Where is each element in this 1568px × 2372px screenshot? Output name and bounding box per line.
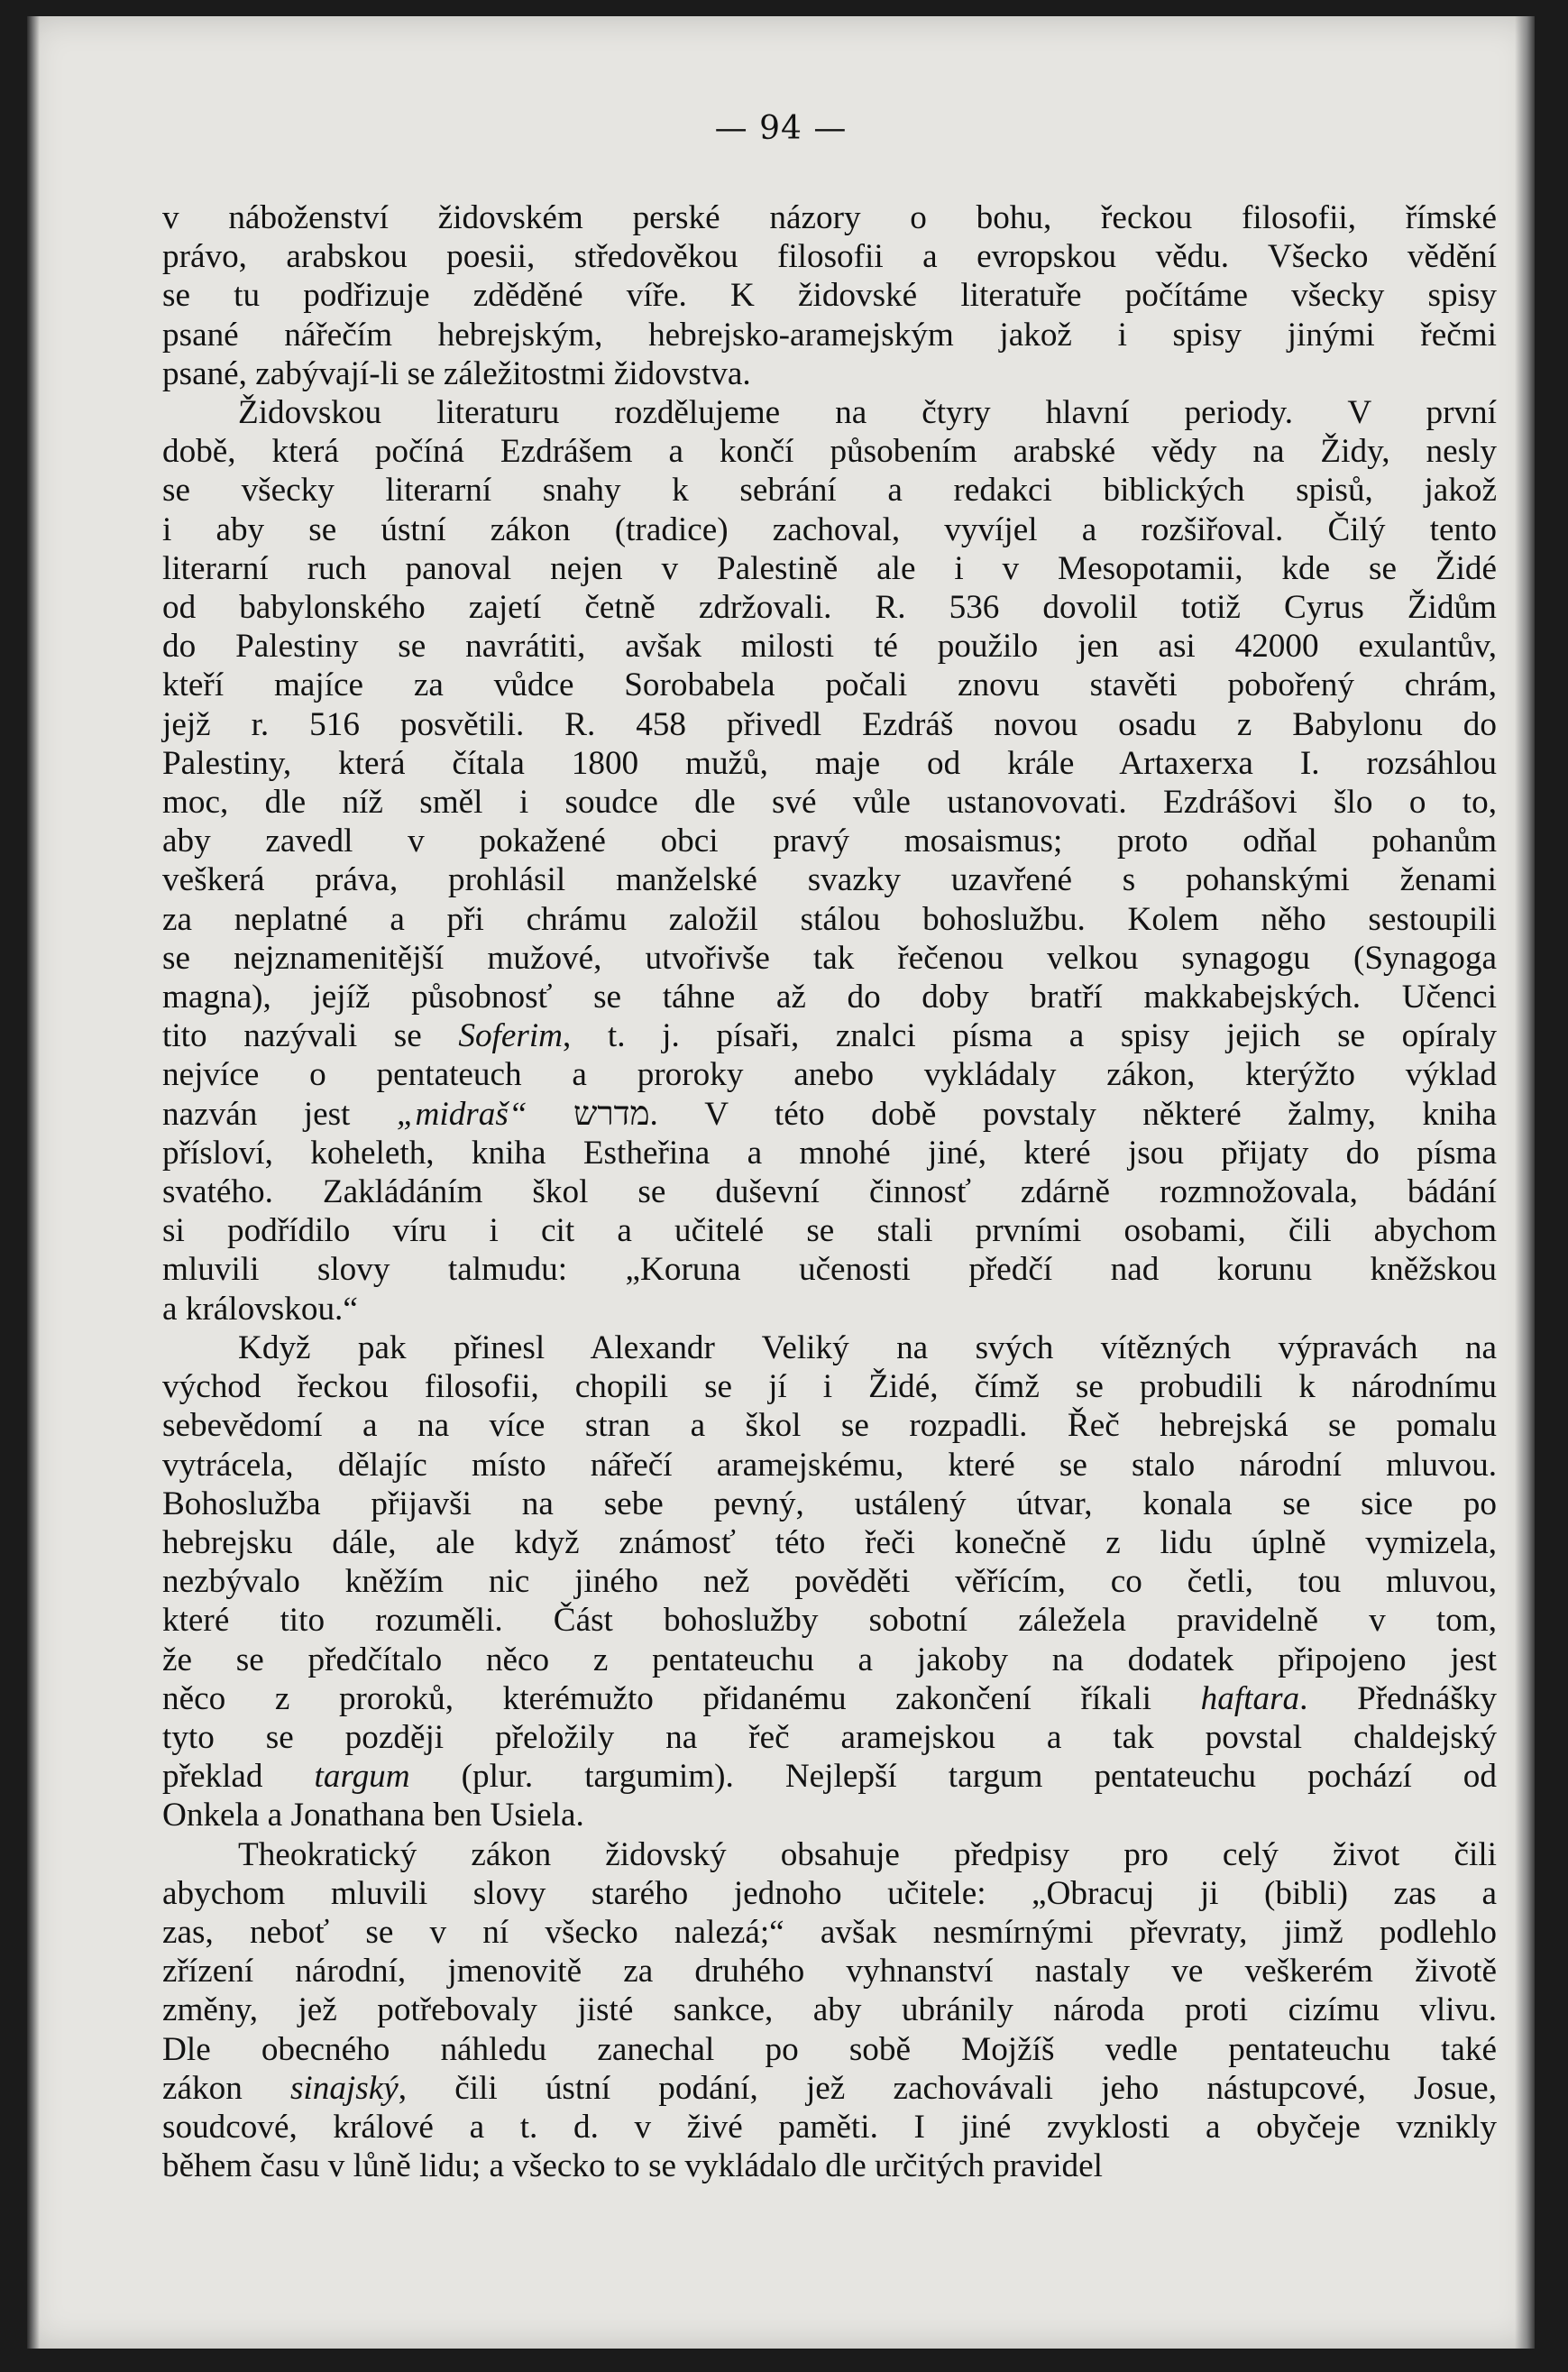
italic-term: targum (314, 1758, 410, 1796)
text-line: překlad targum (plur. targumim). Nejlepší targum pentateuchu pochází od (162, 1758, 1497, 1796)
text-line: Theokratický zákon židovský obsahuje předpisy pro celý život čili (238, 1835, 1497, 1873)
italic-term: sinajský (289, 2069, 399, 2107)
paragraph (162, 1329, 1497, 1835)
text-line: přísloví, koheleth, kniha Estheřina a mnohé jiné, které jsou přijaty do písma (162, 1134, 1497, 1172)
text-line: Když pak přinesl Alexandr Veliký na svých vítězných výpravách na (238, 1329, 1497, 1366)
text-line: nejvíce o pentateuch a proroky anebo vykládaly zákon, kterýžto výklad (162, 1056, 1497, 1094)
text-line: právo, arabskou poesii, středověkou filosofii a evropskou vědu. Všecko vědění (162, 238, 1497, 276)
italic-term: haftara (1200, 1679, 1300, 1717)
text-line: jejž r. 516 posvětili. R. 458 přivedl Ezdráš novou osadu z Babylonu do (162, 705, 1497, 743)
body-text (162, 198, 1497, 2185)
text-line: magna), jejíž působnosť se táhne až do doby bratří makkabejských. Učenci (162, 979, 1497, 1016)
page-edge-right (1515, 16, 1535, 2349)
text-line: zas, neboť se v ní všecko nalezá;“ avšak nesmírnými převraty, jimž podlehlo (162, 1913, 1497, 1951)
text-line: svatého. Zakládáním škol se duševní činnosť zdárně rozmnožovala, bádání (162, 1173, 1497, 1211)
text-line: sebevědomí a na více stran a škol se rozpadli. Řeč hebrejská se pomalu (162, 1407, 1497, 1445)
text-line: moc, dle níž směl i soudce dle své vůle ustanovovati. Ezdrášovi šlo o to, (162, 784, 1497, 822)
text-line: něco z proroků, kterémužto přidanému zakončení říkali haftara. Přednášky (162, 1679, 1497, 1717)
text-line: tito nazývali se Soferim, t. j. písaři, znalci písma a spisy jejich se opíraly (162, 1017, 1497, 1055)
text-line: za neplatné a při chrámu založil stálou bohoslužbu. Kolem něho sestoupili (162, 900, 1497, 938)
book-page (27, 16, 1535, 2349)
text-line: se nejznamenitější mužové, utvořivše tak řečenou velkou synagogu (Synagoga (162, 939, 1497, 977)
text-line: zřízení národní, jmenovitě za druhého vyhnanství nastaly ve veškerém životě (162, 1953, 1497, 1990)
text-line: Dle obecného náhledu zanechal po sobě Mojžíš vedle pentateuchu také (162, 2030, 1497, 2068)
text-line: zákon sinajský, čili ústní podání, jež zachovávali jeho nástupcové, Josue, (162, 2069, 1497, 2107)
text-line: které tito rozuměli. Část bohoslužby sobotní záležela pravidelně v tom, (162, 1602, 1497, 1640)
text-line: mluvili slovy talmudu: „Koruna učenosti předčí nad korunu kněžskou (162, 1251, 1497, 1289)
text-line: do Palestiny se navrátiti, avšak milosti té použilo jen asi 42000 exulantův, (162, 628, 1497, 666)
text-line: literarní ruch panoval nejen v Palestině ale i v Mesopotamii, kde se Židé (162, 549, 1497, 587)
text-line: soudcové, králové a t. d. v živé paměti. I jiné zvyklosti a obyčeje vznikly (162, 2108, 1497, 2146)
text-line: se tu podřizuje zděděné víře. K židovské literatuře počítáme všecky spisy (162, 277, 1497, 315)
paragraph (162, 198, 1497, 393)
text-line: veškerá práva, prohlásil manželské svazky uzavřené s pohanskými ženami (162, 861, 1497, 899)
text-line: aby zavedl v pokažené obci pravý mosaismus; proto odňal pohanům (162, 823, 1497, 860)
text-line: Palestiny, která čítala 1800 mužů, maje od krále Artaxerxa I. rozsáhlou (162, 744, 1497, 782)
text-line: psané, zabývají-li se záležitostmi židovstva. (162, 354, 751, 392)
text-line: si podřídilo víru i cit a učitelé se stali prvními osobami, čili abychom (162, 1212, 1497, 1250)
text-line: nazván jest „midraš“ מדרש. V této době povstaly některé žalmy, kniha (162, 1095, 1497, 1133)
italic-term: „midraš“ (396, 1095, 527, 1133)
text-line: psané nářečím hebrejským, hebrejsko-aramejským jakož i spisy jinými řečmi (162, 316, 1497, 354)
text-line: hebrejsku dále, ale když známosť této řeči konečně z lidu úplně vymizela, (162, 1523, 1497, 1561)
text-line: že se předčítalo něco z pentateuchu a jakoby na dodatek připojeno jest (162, 1641, 1497, 1678)
text-line: vytrácela, dělajíc místo nářečí aramejskému, které se stalo národní mluvou. (162, 1446, 1497, 1484)
page-edge-left (27, 16, 40, 2349)
text-line: době, která počíná Ezdrášem a končí působením arabské vědy na Židy, nesly (162, 433, 1497, 471)
text-line: v náboženství židovském perské názory o bohu, řeckou filosofii, římské (162, 199, 1497, 236)
text-line: Onkela a Jonathana ben Usiela. (162, 1797, 584, 1834)
text-line: Židovskou literaturu rozdělujeme na čtyry hlavní periody. V první (238, 394, 1497, 432)
text-line: a královskou.“ (162, 1290, 358, 1328)
text-line: během času v lůně lidu; a všecko to se vykládalo dle určitých pravidel (162, 2147, 1103, 2185)
text-line: Bohoslužba přijavši na sebe pevný, ustálený útvar, konala se sice po (162, 1485, 1497, 1522)
page-number: — 94 — (714, 110, 848, 147)
text-line: tyto se později přeložily na řeč aramejskou a tak povstal chaldejský (162, 1718, 1497, 1756)
text-line: změny, jež potřebovaly jisté sankce, aby ubránily národa proti cizímu vlivu. (162, 1991, 1497, 2029)
text-line: i aby se ústní zákon (tradice) zachoval, vyvíjel a rozšiřoval. Čilý tento (162, 510, 1497, 548)
italic-term: Soferim (458, 1017, 564, 1055)
text-line: se všecky literarní snahy k sebrání a redakci biblických spisů, jakož (162, 472, 1497, 510)
text-line: nezbývalo kněžím nic jiného než pověděti věřícím, co četli, tou mluvou, (162, 1563, 1497, 1601)
paragraph (162, 1835, 1497, 2186)
text-line: východ řeckou filosofii, chopili se jí i Židé, čímž se probudili k národnímu (162, 1368, 1497, 1406)
text-line: kteří majíce za vůdce Sorobabela počali znovu stavěti pobořený chrám, (162, 667, 1497, 704)
paragraph (162, 393, 1497, 1329)
text-line: abychom mluvili slovy starého jednoho učitele: „Obracuj ji (bibli) zas a (162, 1874, 1497, 1912)
text-line: od babylonského zajetí četně zdržovali. R. 536 dovolil totiž Cyrus Židům (162, 589, 1497, 627)
